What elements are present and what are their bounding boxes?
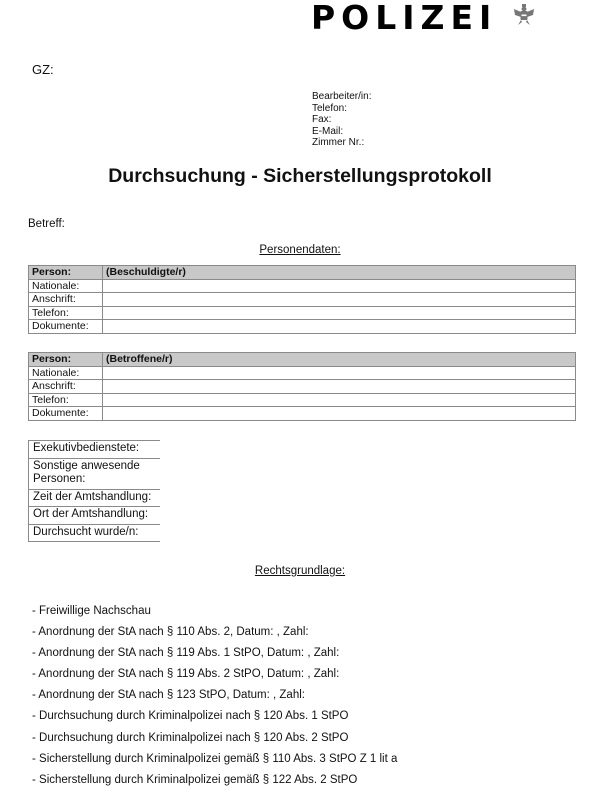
contact-field-telefon: Telefon:	[312, 102, 348, 114]
row-label: Anschrift:	[29, 380, 103, 394]
betreff-label: Betreff:	[28, 218, 65, 230]
row-label: Telefon:	[29, 393, 103, 407]
table-row	[29, 458, 161, 489]
rechtsgrundlage-heading: Rechtsgrundlage:	[254, 565, 346, 577]
table-row	[29, 380, 576, 394]
table-row	[29, 407, 576, 421]
list-item: - Sicherstellung durch Kriminalpolizei gemäß § 110 Abs. 3 StPO Z 1 lit a	[32, 752, 398, 765]
row-label: Telefon:	[29, 306, 103, 320]
contact-field-bearbeiter: Bearbeiter/in:	[312, 91, 372, 102]
list-item: - Freiwillige Nachschau	[32, 605, 151, 617]
table-row	[29, 489, 161, 507]
rechtsgrundlage-list	[32, 604, 397, 794]
list-item: - Anordnung der StA nach § 119 Abs. 2 StPO, Datum: , Zahl:	[32, 668, 340, 681]
table-row	[29, 393, 576, 407]
contact-block	[312, 91, 371, 149]
table-header-row	[29, 266, 576, 280]
list-item: - Sicherstellung durch Kriminalpolizei gemäß § 122 Abs. 2 StPO	[32, 773, 358, 786]
telefon-field[interactable]	[103, 393, 576, 407]
person-table-beschuldigte	[28, 265, 576, 334]
sonstige-personen-label: Sonstige anwesende Personen:	[29, 458, 161, 489]
table-header-row	[29, 353, 576, 367]
dokumente-field[interactable]	[103, 320, 576, 334]
row-label: Nationale:	[29, 279, 103, 293]
table-row	[29, 279, 576, 293]
gz-label: GZ:	[32, 62, 54, 77]
table-row	[29, 441, 161, 459]
ort-label: Ort der Amtshandlung:	[29, 507, 161, 525]
table-row	[29, 293, 576, 307]
list-item: - Durchsuchung durch Kriminalpolizei nach § 120 Abs. 2 StPO	[32, 731, 349, 744]
contact-field-email: E-Mail:	[312, 125, 344, 137]
dokumente-field[interactable]	[103, 407, 576, 421]
person-role: (Beschuldigte/r)	[103, 266, 576, 280]
table-row	[29, 507, 161, 525]
polizei-logo: POLIZEI	[311, 0, 498, 37]
eagle-emblem-icon	[513, 3, 535, 27]
list-item: - Anordnung der StA nach § 110 Abs. 2, Datum: , Zahl:	[32, 626, 309, 639]
anschrift-field[interactable]	[103, 380, 576, 394]
exekutivbedienstete-label: Exekutivbedienstete:	[29, 441, 161, 459]
person-table-betroffene	[28, 352, 576, 421]
list-item: - Durchsuchung durch Kriminalpolizei nach § 120 Abs. 1 StPO	[32, 710, 349, 723]
person-label: Person:	[29, 353, 103, 367]
row-label: Anschrift:	[29, 293, 103, 307]
row-label: Dokumente:	[29, 320, 103, 334]
person-role: (Betroffene/r)	[103, 353, 576, 367]
table-row	[29, 366, 576, 380]
table-row	[29, 524, 161, 542]
nationale-field[interactable]	[103, 366, 576, 380]
telefon-field[interactable]	[103, 306, 576, 320]
table-row	[29, 320, 576, 334]
personendaten-heading: Personendaten:	[259, 244, 341, 256]
table-row	[29, 306, 576, 320]
contact-field-fax: Fax:	[312, 114, 332, 126]
contact-field-zimmer: Zimmer Nr.:	[312, 137, 365, 149]
row-label: Dokumente:	[29, 407, 103, 421]
nationale-field[interactable]	[103, 279, 576, 293]
amtshandlung-info-table	[28, 440, 160, 542]
list-item: - Anordnung der StA nach § 119 Abs. 1 StPO, Datum: , Zahl:	[32, 647, 340, 660]
durchsucht-label: Durchsucht wurde/n:	[29, 524, 161, 542]
list-item: - Anordnung der StA nach § 123 StPO, Datum: , Zahl:	[32, 689, 305, 702]
person-label: Person:	[29, 266, 103, 280]
anschrift-field[interactable]	[103, 293, 576, 307]
document-title: Durchsuchung - Sicherstellungsprotokoll	[108, 165, 492, 187]
zeit-label: Zeit der Amtshandlung:	[29, 489, 161, 507]
row-label: Nationale:	[29, 366, 103, 380]
